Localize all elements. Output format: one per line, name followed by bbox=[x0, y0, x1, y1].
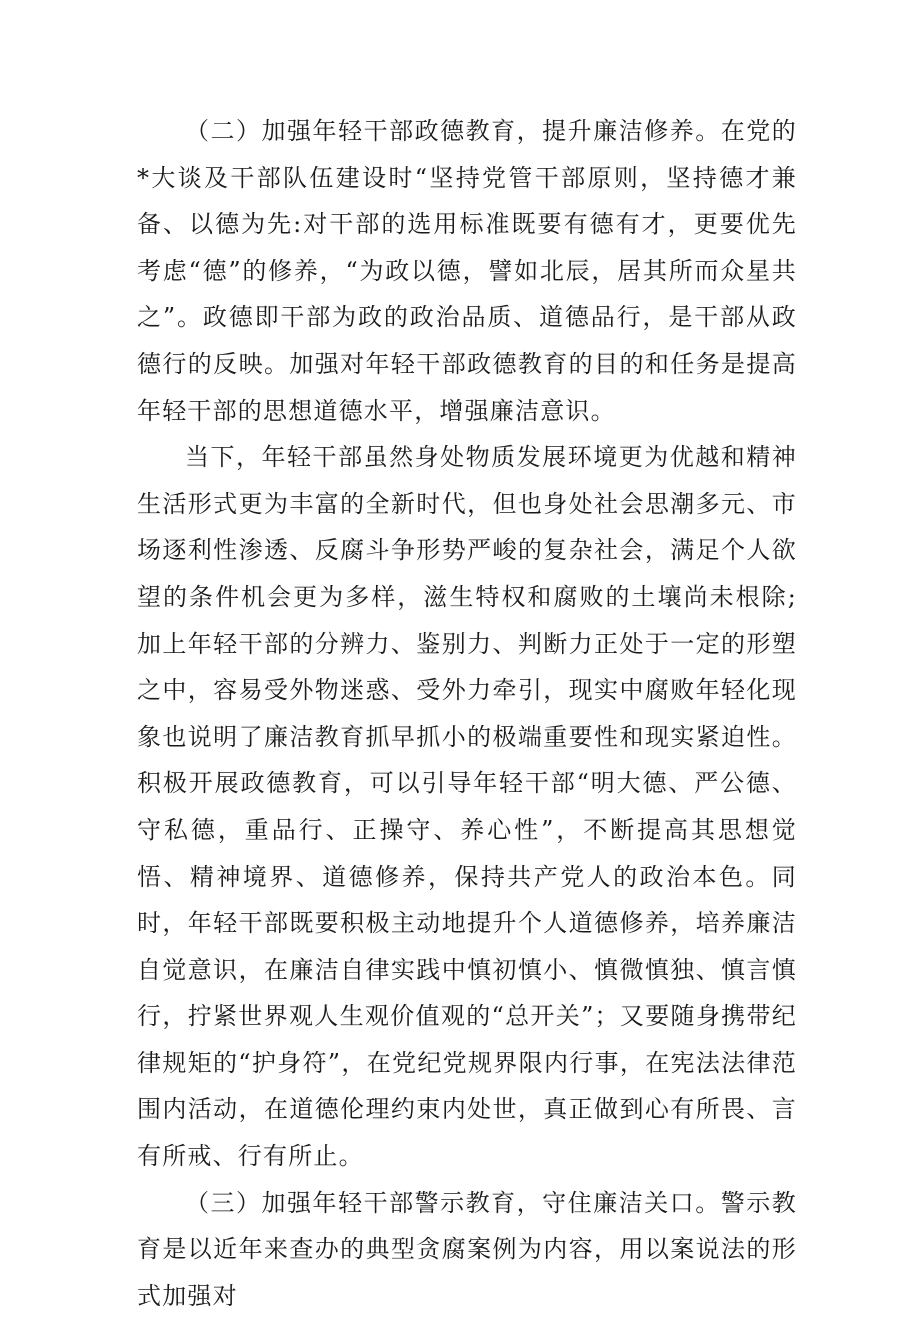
paragraph-political-ethics-education: （二）加强年轻干部政德教育，提升廉洁修养。在党的*大谈及干部队伍建设时“坚持党管干部原则，坚持德才兼备、以德为先:对干部的选用标准既要有德有才，更要优先考虑“德”的修养，“为政以德，譬如北辰，居其所而众星共之”。政德即干部为政的政治品质、道德品行，是干部从政德行的反映。加强对年轻干部政德教育的目的和任务是提高年轻干部的思想道德水平，增强廉洁意识。 bbox=[137, 117, 797, 425]
paragraph-warning-education: （三）加强年轻干部警示教育，守住廉洁关口。警示教育是以近年来查办的典型贪腐案例为内容，用以案说法的形式加强对 bbox=[137, 1188, 797, 1310]
document-page bbox=[137, 108, 797, 1319]
paragraph-current-situation: 当下，年轻干部虽然身处物质发展环境更为优越和精神生活形式更为丰富的全新时代，但也身处社会思潮多元、市场逐利性渗透、反腐斗争形势严峻的复杂社会，满足个人欲望的条件机会更为多样，滋生特权和腐败的土壤尚未根除;加上年轻干部的分辨力、鉴别力、判断力正处于一定的形塑之中，容易受外物迷惑、受外力牵引，现实中腐败年轻化现象也说明了廉洁教育抓早抓小的极端重要性和现实紧迫性。积极开展政德教育，可以引导年轻干部“明大德、严公德、守私德，重品行、正操守、养心性”，不断提高其思想觉悟、精神境界、道德修养，保持共产党人的政治本色。同时，年轻干部既要积极主动地提升个人道德修养，培养廉洁自觉意识，在廉洁自律实践中慎初慎小、慎微慎独、慎言慎行，拧紧世界观人生观价值观的“总开关”；又要随身携带纪律规矩的“护身符”，在党纪党规界限内行事，在宪法法律范围内活动，在道德伦理约束内处世，真正做到心有所畏、言有所戒、行有所止。 bbox=[137, 443, 797, 1171]
